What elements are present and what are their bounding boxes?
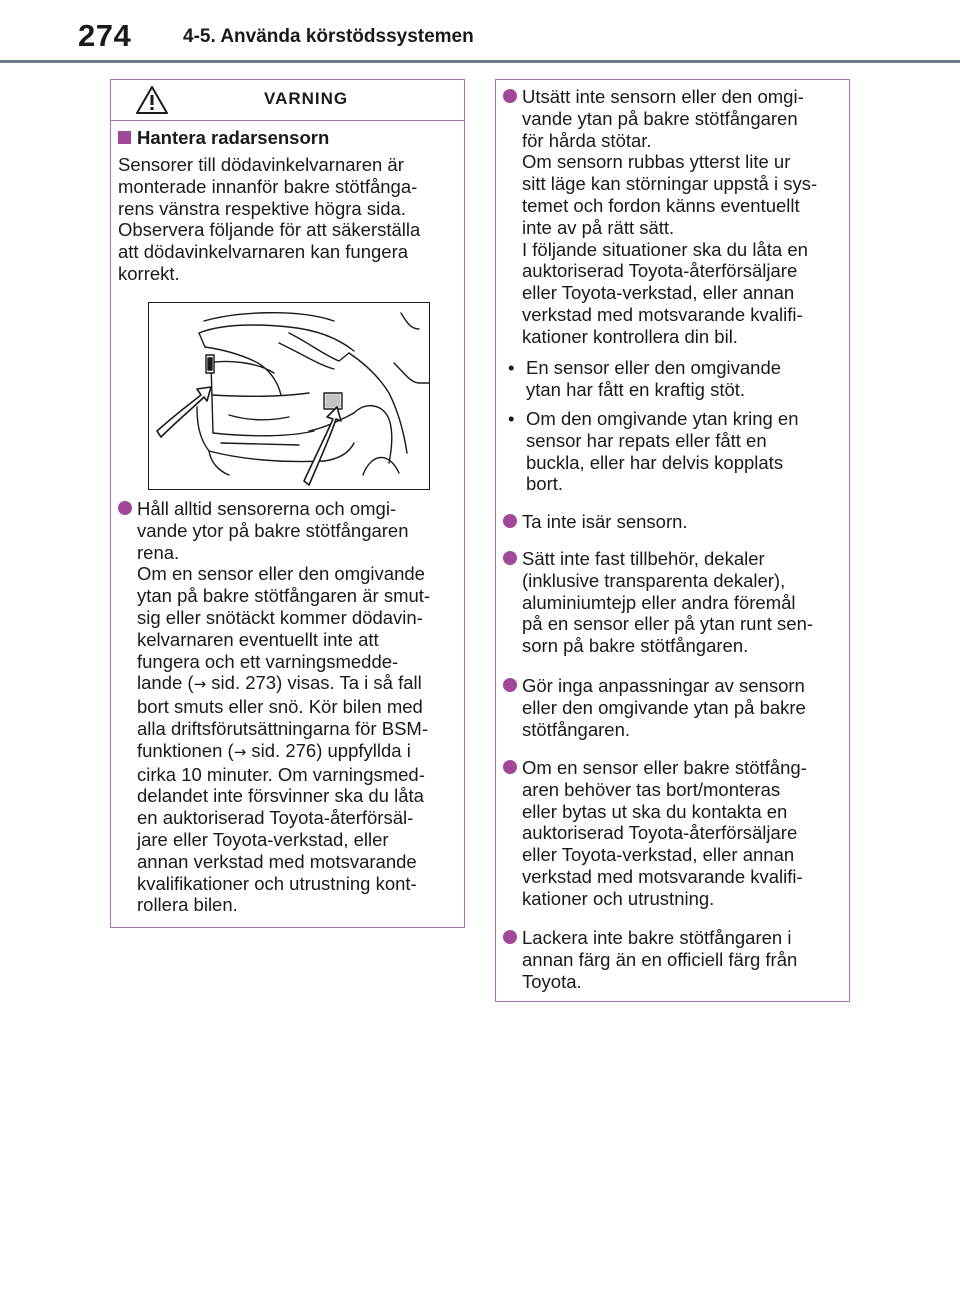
list-item-text: Sätt inte fast tillbehör, dekaler (inklusive transparenta dekaler), aluminiumtejp eller andra föremål på en sensor eller på ytan runt sen- sorn på bakre stötfångaren.	[522, 548, 814, 657]
bullet-marker: •	[508, 357, 515, 378]
arrow-right-icon: →	[193, 675, 207, 694]
list-item	[503, 927, 843, 992]
list-item	[118, 498, 458, 916]
sub-list-item-text: En sensor eller den omgivande ytan har fått en kraftig stöt.	[526, 357, 782, 400]
page-header	[0, 0, 960, 60]
bullet-marker: •	[508, 408, 515, 429]
section-title: 4-5. Använda körstödssystemen	[183, 26, 474, 47]
bullet-dot-icon	[503, 678, 517, 692]
bullet-text-part: sid. 276) uppfyllda i cirka 10 minuter. Om varningsmed- delandet inte försvinner ska du låta en auktoriserad Toyota-återförsäl- jare eller Toyota-verkstad, eller annan verkstad med motsvarande kvalifikationer och utrustning kont- rollera bilen.	[137, 739, 425, 916]
bullet-dot-icon	[503, 514, 517, 528]
bullet-dot-icon	[503, 930, 517, 944]
bullet-dot-icon	[503, 551, 517, 565]
page-number: 274	[78, 18, 132, 53]
bullet-dot-icon	[118, 501, 132, 515]
sub-list-item	[503, 357, 843, 401]
list-item	[503, 86, 843, 348]
warning-header	[111, 80, 464, 121]
list-item-text: Om en sensor eller bakre stötfång- aren behöver tas bort/monteras eller bytas ut ska du kontakta en auktoriserad Toyota-återförsäljare eller Toyota-verkstad, eller annan verkstad med motsvarande kvalifi- kationer och utrustning.	[522, 757, 807, 909]
intro-paragraph: Sensorer till dödavinkelvarnaren är monterade innanför bakre stötfånga- rens vänstra respektive högra sida. Observera följande för att säkerställa att dödavinkelvarnaren kan fungera korrekt.	[118, 154, 421, 284]
list-item-text: Gör inga anpassningar av sensorn eller den omgivande ytan på bakre stötfångaren.	[522, 675, 806, 740]
rear-bumper-sensor-icon	[149, 303, 430, 490]
list-item-text: Lackera inte bakre stötfångaren i annan färg än en officiell färg från Toyota.	[522, 927, 798, 992]
warning-title: VARNING	[264, 89, 349, 108]
warning-triangle-icon	[136, 86, 168, 114]
list-item	[503, 511, 843, 533]
subheading-text: Hantera radarsensorn	[137, 127, 330, 148]
bullet-dot-icon	[503, 760, 517, 774]
list-item	[503, 757, 843, 910]
list-item-text: Ta inte isär sensorn.	[522, 511, 688, 532]
list-item-text	[137, 498, 458, 916]
square-bullet-icon	[118, 131, 131, 144]
sub-list-item	[503, 408, 843, 495]
list-item-text: Utsätt inte sensorn eller den omgi- vande ytan på bakre stötfångaren för hårda stötar. Om sensorn rubbas ytterst lite ur sitt läge kan störningar uppstå i sys- temet och fordon känns eventuellt inte av på rätt sätt. I följande situationer ska du låta en auktoriserad Toyota-återförsäljare eller Toyota-verkstad, eller annan verkstad med motsvarande kvalifi- kationer kontrollera din bil.	[522, 86, 818, 347]
arrow-right-icon: →	[233, 742, 247, 761]
rear-bumper-illustration	[148, 302, 430, 490]
bullet-text-part: sid. 273) visas. Ta i så fall bort smuts eller snö. Kör bilen med alla driftsförutsättningarna för BSM- funktionen (	[137, 672, 428, 761]
warning-box-continued	[495, 79, 850, 1002]
list-item	[503, 675, 843, 740]
bullet-text-part: Håll alltid sensorerna och omgi- vande ytor på bakre stötfångaren rena. Om en sensor eller den omgivande ytan på bakre stötfångaren är smut- sig eller snötäckt kommer dödavin- kelvarnaren eventuellt inte att fungera och ett varningsmedde- lande (	[137, 498, 431, 694]
header-rule	[0, 60, 960, 63]
bullet-dot-icon	[503, 89, 517, 103]
list-item	[503, 548, 843, 657]
warning-subheading	[118, 126, 329, 150]
warning-box	[110, 79, 465, 928]
sub-list-item-text: Om den omgivande ytan kring en sensor har repats eller fått en buckla, eller har delvis kopplats bort.	[526, 408, 799, 495]
